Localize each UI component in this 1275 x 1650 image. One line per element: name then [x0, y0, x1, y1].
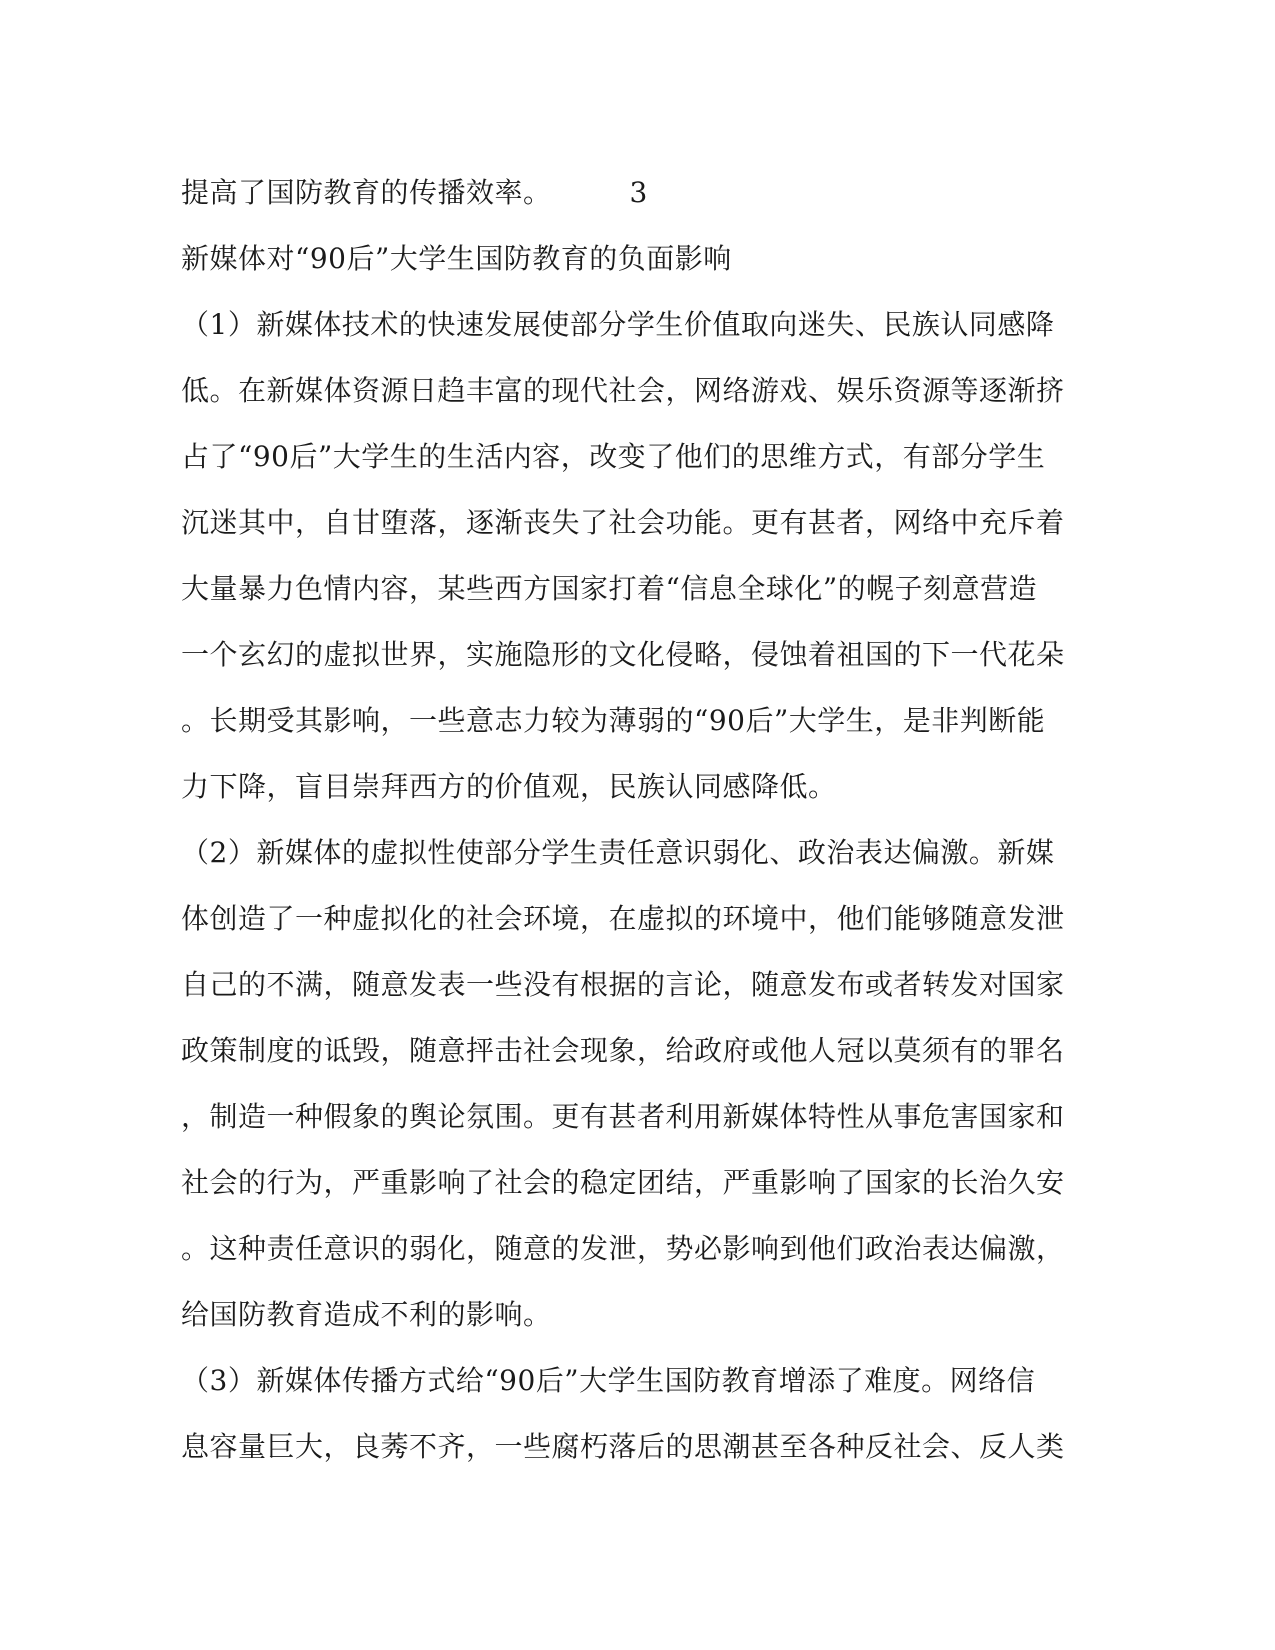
text-line: 自己的不满，随意发表一些没有根据的言论，随意发布或者转发对国家 [181, 968, 1065, 1001]
text-line: 沉迷其中，自甘堕落，逐渐丧失了社会功能。更有甚者，网络中充斥着 [181, 506, 1065, 539]
text-line: 力下降，盲目崇拜西方的价值观，民族认同感降低。 [181, 770, 837, 803]
text-line: 息容量巨大，良莠不齐，一些腐朽落后的思潮甚至各种反社会、反人类 [181, 1430, 1065, 1463]
section-number: 3 [629, 176, 648, 209]
text-line: （2）新媒体的虚拟性使部分学生责任意识弱化、政治表达偏激。新媒 [181, 836, 1055, 869]
text-line [181, 160, 1081, 226]
text-line: 政策制度的诋毁，随意抨击社会现象，给政府或他人冠以莫须有的罪名 [181, 1034, 1065, 1067]
text-line: 占了“90后”大学生的生活内容，改变了他们的思维方式，有部分学生 [181, 440, 1046, 473]
text-line: （1）新媒体技术的快速发展使部分学生价值取向迷失、民族认同感降 [181, 308, 1055, 341]
document-body [181, 160, 1081, 1480]
text-line: 低。在新媒体资源日趋丰富的现代社会，网络游戏、娱乐资源等逐渐挤 [181, 374, 1065, 407]
text-line: ，制造一种假象的舆论氛围。更有甚者利用新媒体特性从事危害国家和 [181, 1100, 1065, 1133]
text-line-content: 提高了国防教育的传播效率。 [181, 176, 552, 209]
text-line: 给国防教育造成不利的影响。 [181, 1298, 552, 1331]
text-line: （3）新媒体传播方式给“90后”大学生国防教育增添了难度。网络信 [181, 1364, 1036, 1397]
text-line: 社会的行为，严重影响了社会的稳定团结，严重影响了国家的长治久安 [181, 1166, 1065, 1199]
section-heading: 新媒体对“90后”大学生国防教育的负面影响 [181, 242, 732, 275]
text-line: 。长期受其影响，一些意志力较为薄弱的“90后”大学生，是非判断能 [181, 704, 1046, 737]
text-line: 一个玄幻的虚拟世界，实施隐形的文化侵略，侵蚀着祖国的下一代花朵 [181, 638, 1065, 671]
text-line: 。这种责任意识的弱化，随意的发泄，势必影响到他们政治表达偏激， [181, 1232, 1065, 1265]
text-line: 大量暴力色情内容，某些西方国家打着“信息全球化”的幌子刻意营造 [181, 572, 1038, 605]
text-line: 体创造了一种虚拟化的社会环境，在虚拟的环境中，他们能够随意发泄 [181, 902, 1065, 935]
